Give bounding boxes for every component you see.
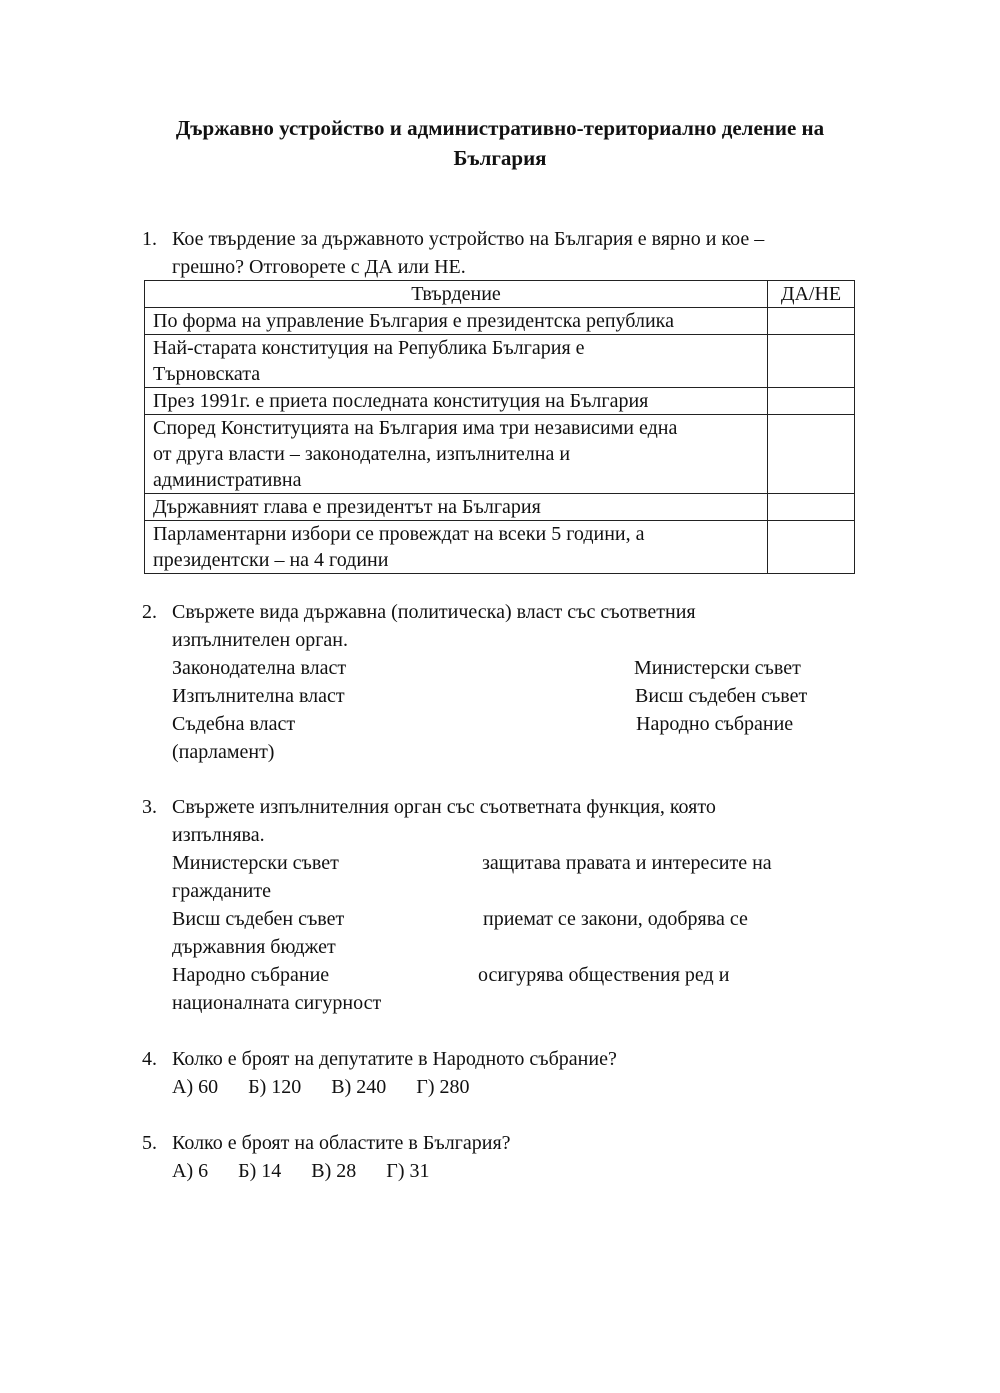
title-line-2: България <box>453 146 547 170</box>
match-extra: (парламент) <box>172 741 275 763</box>
function-item[interactable]: приемат се закони, одобрява се <box>483 908 748 930</box>
table-row <box>145 494 855 521</box>
question-number: 1. <box>142 228 157 250</box>
table-header-row <box>145 281 855 308</box>
function-continuation: националната сигурност <box>172 992 382 1014</box>
organ-item[interactable]: Висш съдебен съвет <box>172 908 345 930</box>
function-continuation: държавния бюджет <box>172 936 336 958</box>
match-row <box>142 961 862 989</box>
function-continuation: гражданите <box>172 880 271 902</box>
option-d[interactable]: Г) 31 <box>386 1160 430 1182</box>
question-4 <box>142 1045 862 1101</box>
question-number: 5. <box>142 1132 157 1154</box>
statement-cell: Най-старата конституция на Република България е Търновската <box>145 335 768 388</box>
question-text-line-1: Свържете изпълнителния орган със съответната функция, която <box>172 796 716 818</box>
table-row <box>145 521 855 574</box>
power-type[interactable]: Съдебна власт <box>172 713 296 735</box>
question-5 <box>142 1129 862 1185</box>
table-row <box>145 335 855 388</box>
question-text-line-1: Свържете вида държавна (политическа) власт със съответния <box>172 601 696 623</box>
organ-item[interactable]: Народно събрание <box>172 964 330 986</box>
match-row <box>142 849 862 877</box>
answer-cell[interactable] <box>768 494 855 521</box>
question-text: Колко е броят на областите в България? <box>172 1132 511 1154</box>
option-a[interactable]: А) 6 <box>172 1160 209 1182</box>
option-b[interactable]: Б) 120 <box>248 1076 302 1098</box>
option-c[interactable]: В) 28 <box>311 1160 357 1182</box>
header-yes-no: ДА/НЕ <box>768 281 855 308</box>
match-row <box>142 710 862 738</box>
function-item[interactable]: осигурява обществения ред и <box>478 964 730 986</box>
question-text: Колко е броят на депутатите в Народното събрание? <box>172 1048 617 1070</box>
header-statement: Твърдение <box>145 281 768 308</box>
option-c[interactable]: В) 240 <box>331 1076 387 1098</box>
question-number: 2. <box>142 601 157 623</box>
question-1 <box>142 225 862 281</box>
question-text-line-2: изпълнява. <box>172 824 265 846</box>
organ-item[interactable]: Министерски съвет <box>172 852 339 874</box>
question-number: 3. <box>142 796 157 818</box>
match-row <box>142 682 862 710</box>
power-type[interactable]: Изпълнителна власт <box>172 685 345 707</box>
statement-cell: Според Конституцията на България има три независими една от друга власти – законодателна, изпълнителна и административна <box>145 415 768 494</box>
true-false-table <box>144 280 855 574</box>
answer-cell[interactable] <box>768 388 855 415</box>
statement-cell: По форма на управление България е президентска република <box>145 308 768 335</box>
table-row <box>145 388 855 415</box>
option-a[interactable]: А) 60 <box>172 1076 219 1098</box>
question-text-line-2: изпълнителен орган. <box>172 629 348 651</box>
question-2 <box>142 598 862 766</box>
page-title <box>130 113 870 173</box>
question-number: 4. <box>142 1048 157 1070</box>
option-d[interactable]: Г) 280 <box>416 1076 470 1098</box>
question-text-line-2: грешно? Отговорете с ДА или НЕ. <box>172 256 466 278</box>
match-row <box>142 905 862 933</box>
statement-cell: Парламентарни избори се провеждат на всеки 5 години, а президентски – на 4 години <box>145 521 768 574</box>
table-row <box>145 415 855 494</box>
power-type[interactable]: Законодателна власт <box>172 657 347 679</box>
organ-item[interactable]: Министерски съвет <box>634 657 801 679</box>
table-row <box>145 308 855 335</box>
organ-item[interactable]: Висш съдебен съвет <box>635 685 808 707</box>
function-item[interactable]: защитава правата и интересите на <box>482 852 772 874</box>
answer-options <box>172 1157 862 1185</box>
question-3 <box>142 793 862 1017</box>
match-row <box>142 654 862 682</box>
answer-cell[interactable] <box>768 308 855 335</box>
statement-cell: През 1991г. е приета последната конституция на България <box>145 388 768 415</box>
organ-item[interactable]: Народно събрание <box>636 713 794 735</box>
question-text-line-1: Кое твърдение за държавното устройство на България е вярно и кое – <box>172 228 765 250</box>
statement-cell: Държавният глава е президентът на България <box>145 494 768 521</box>
answer-cell[interactable] <box>768 521 855 574</box>
title-line-1: Държавно устройство и административно-териториално деление на <box>175 116 825 140</box>
answer-cell[interactable] <box>768 415 855 494</box>
answer-options <box>172 1073 862 1101</box>
option-b[interactable]: Б) 14 <box>238 1160 282 1182</box>
answer-cell[interactable] <box>768 335 855 388</box>
